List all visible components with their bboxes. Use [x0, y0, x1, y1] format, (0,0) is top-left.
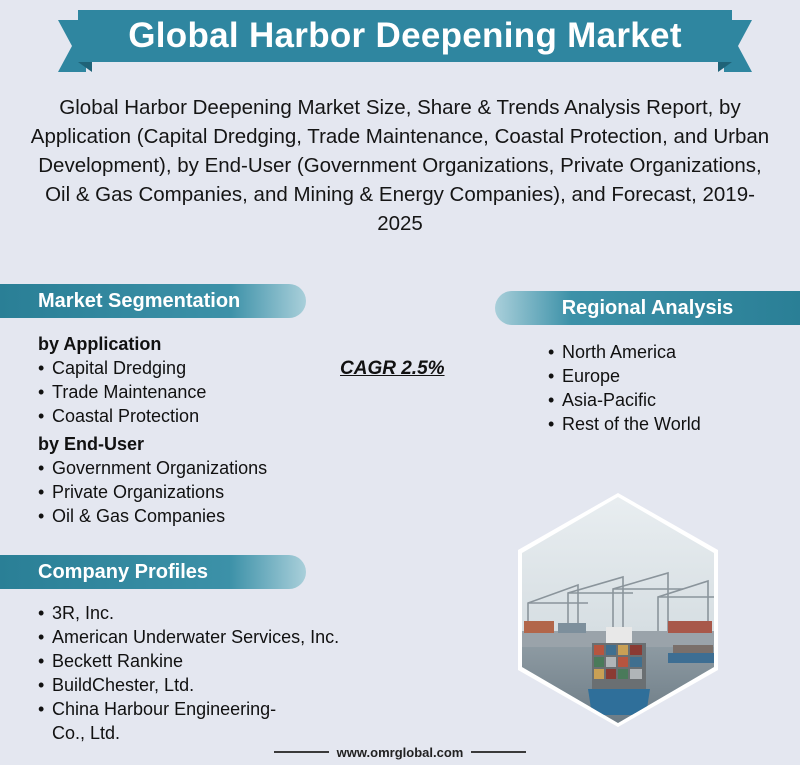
footer-divider-left [274, 751, 329, 753]
bullet-icon: • [548, 390, 555, 410]
bullet-icon: • [38, 627, 45, 647]
bullet-icon: • [38, 458, 45, 478]
bullet-icon: • [38, 382, 45, 402]
bullet-icon: • [38, 482, 45, 502]
bullet-icon: • [548, 366, 555, 386]
list-item: • China Harbour Engineering- [38, 699, 277, 719]
company-list [38, 601, 339, 745]
company-profiles-heading: Company Profiles [0, 555, 306, 589]
enduser-label: by End-User [38, 434, 145, 454]
list-item: • 3R, Inc. [38, 603, 115, 623]
list-item: • Coastal Protection [38, 406, 200, 426]
list-item: • Beckett Rankine [38, 651, 184, 671]
bullet-icon: • [38, 651, 45, 671]
bullet-icon: • [38, 675, 45, 695]
list-item: • American Underwater Services, Inc. [38, 627, 340, 647]
bullet-icon: • [38, 506, 45, 526]
bullet-icon: • [38, 699, 45, 719]
title-banner [58, 10, 752, 72]
enduser-list [38, 456, 267, 528]
list-item: • Government Organizations [38, 458, 268, 478]
bullet-icon: • [38, 603, 45, 623]
list-item: • North America [548, 342, 677, 362]
list-item: • Oil & Gas Companies [38, 506, 226, 526]
application-label: by Application [38, 334, 162, 354]
bullet-icon: • [38, 406, 45, 426]
list-item: Co., Ltd. [52, 723, 121, 743]
cagr-label: CAGR 2.5% [340, 358, 445, 379]
list-item: • Capital Dredging [38, 358, 187, 378]
list-item: • Private Organizations [38, 482, 225, 502]
footer-divider-right [471, 751, 526, 753]
application-list [38, 356, 206, 428]
report-subtitle: Global Harbor Deepening Market Size, Share & Trends Analysis Report, by Application (Capital Dredging, Trade Maintenance, Coastal Protection, and Urban Development), by End-User (Government Organizations, Private Organizations, Oil & Gas Companies, and Mining & Energy Companies), and Forecast, 2019-2025 [30, 96, 770, 235]
market-segmentation-heading: Market Segmentation [0, 284, 306, 318]
footer [0, 742, 800, 762]
hexagon-ship-illustration [518, 493, 718, 727]
port-ship-image [518, 493, 718, 732]
list-item: • Trade Maintenance [38, 382, 207, 402]
bullet-icon: • [548, 414, 555, 434]
regional-analysis-heading: Regional Analysis [495, 291, 800, 325]
page-title: Global Harbor Deepening Market [128, 16, 682, 55]
list-item: • Asia-Pacific [548, 390, 657, 410]
list-item: • Europe [548, 366, 621, 386]
regional-list [548, 340, 701, 436]
footer-url[interactable]: www.omrglobal.com [336, 744, 464, 760]
bullet-icon: • [38, 358, 45, 378]
list-item: • Rest of the World [548, 414, 701, 434]
bullet-icon: • [548, 342, 555, 362]
list-item: • BuildChester, Ltd. [38, 675, 195, 695]
